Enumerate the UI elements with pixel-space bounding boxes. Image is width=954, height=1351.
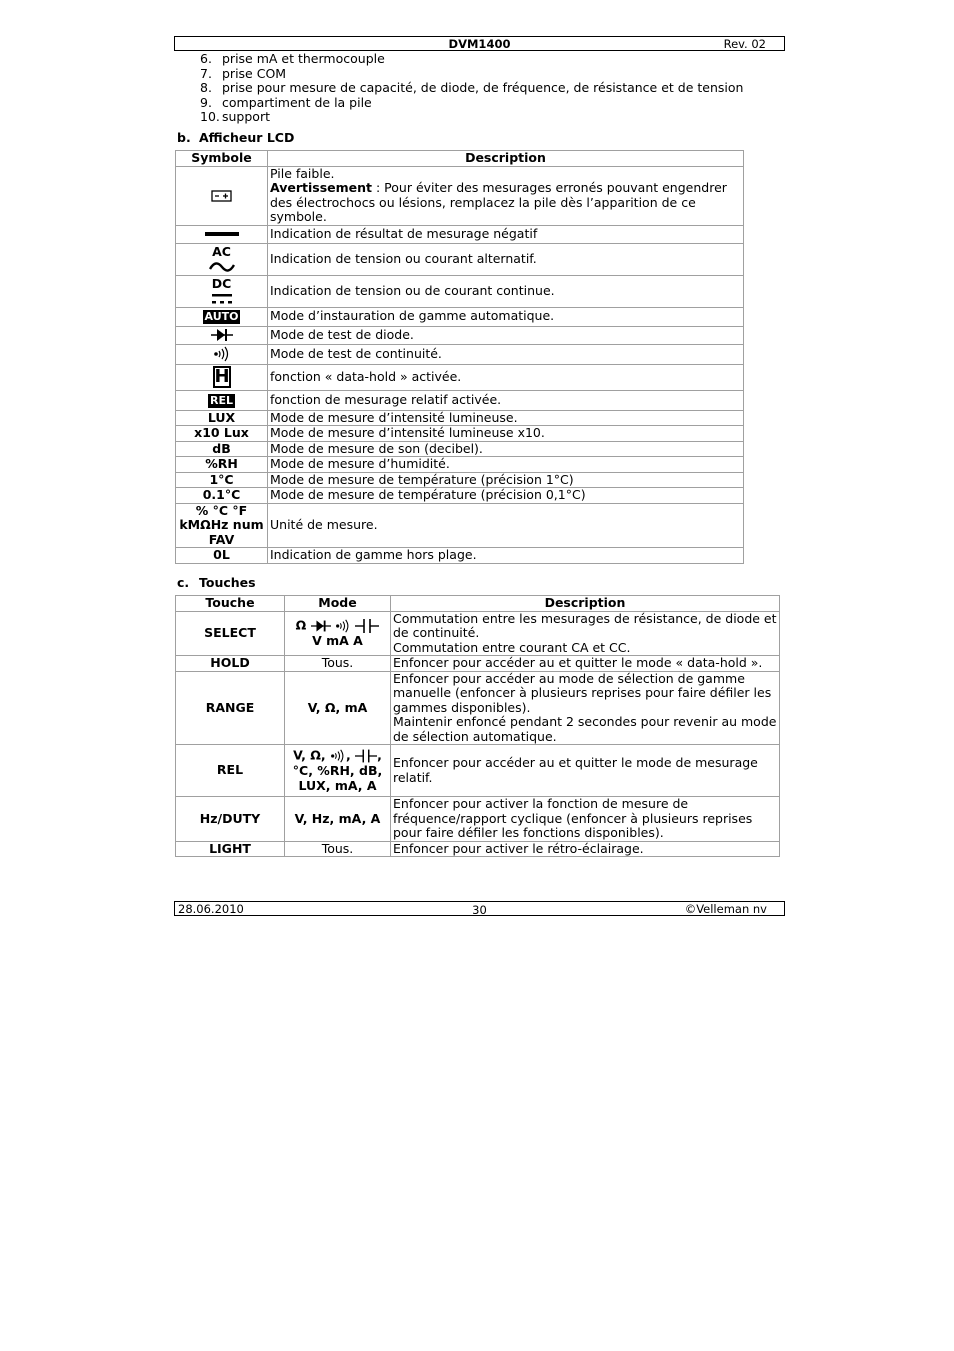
minus-bar-icon — [205, 230, 239, 238]
table-row: REL fonction de mesurage relatif activée. — [176, 390, 744, 410]
table-row: LIGHT Tous. Enfoncer pour activer le rétro-éclairage. — [176, 841, 780, 857]
table-row: Mode de test de continuité. — [176, 344, 744, 364]
table-row: DC Indication de tension ou de courant continue. — [176, 275, 744, 307]
table-row: Mode de test de diode. — [176, 326, 744, 344]
table-row: Pile faible. Avertissement : Pour éviter des mesurages erronés pouvant engendrer des électrochocs ou lésions, remplacez la pile dès l’apparition de ce symbole. — [176, 166, 744, 225]
section-heading-lcd: b. Afficheur LCD — [177, 130, 295, 145]
page-footer — [174, 901, 785, 916]
table-row: 1°C Mode de mesure de température (précision 1°C) — [176, 472, 744, 488]
dc-lines-icon — [211, 293, 233, 305]
diode-icon — [311, 619, 331, 633]
list-item: 9. compartiment de la pile — [200, 94, 372, 110]
table-header-row: Touche Mode Description — [176, 596, 780, 612]
ac-wave-icon — [209, 261, 235, 273]
list-item: 7. prise COM — [200, 65, 287, 81]
copyright: ©Velleman nv — [684, 902, 767, 916]
table-row: Hz/DUTY V, Hz, mA, A Enfoncer pour activer la fonction de mesure de fréquence/rapport cyclique (enfoncer à plusieurs reprises pour faire défiler les fonctions disponibles). — [176, 797, 780, 842]
continuity-icon — [330, 748, 346, 764]
table-row: 0.1°C Mode de mesure de température (précision 0,1°C) — [176, 488, 744, 504]
table-row: HOLD Tous. Enfoncer pour accéder au et quitter le mode « data-hold ». — [176, 656, 780, 672]
capacitor-icon — [355, 618, 379, 634]
rel-badge: REL — [210, 393, 233, 407]
table-row: % °C °F kMΩHz num FAV Unité de mesure. — [176, 503, 744, 548]
table-row: SELECT Ω V mA A Commutation entre les mesurages de résistance, de diode et de continuité. Commutation entre courant CA et CC. — [176, 611, 780, 656]
table-row: %RH Mode de mesure d’humidité. — [176, 457, 744, 473]
parts-list — [200, 52, 743, 125]
table-row: REL V, Ω, , , °C, %RH, dB, LUX, mA, A Enfoncer pour accéder au et quitter le mode de mesurage relatif. — [176, 745, 780, 797]
table-row: LUX Mode de mesure d’intensité lumineuse. — [176, 410, 744, 426]
footer-date: 28.06.2010 — [178, 902, 244, 916]
diode-icon — [211, 328, 233, 342]
continuity-icon — [335, 618, 351, 634]
list-item: 10. support — [200, 109, 270, 125]
table-row: dB Mode de mesure de son (decibel). — [176, 441, 744, 457]
continuity-icon — [213, 346, 231, 362]
page-header — [174, 36, 785, 51]
revision: Rev. 02 — [723, 37, 766, 51]
table-row: x10 Lux Mode de mesure d’intensité lumineuse x10. — [176, 426, 744, 442]
page-number: 30 — [472, 903, 487, 917]
lcd-symbol-table — [175, 150, 744, 564]
list-item: 6. prise mA et thermocouple — [200, 51, 385, 66]
table-row: AUTO Mode d’instauration de gamme automatique. — [176, 307, 744, 326]
table-row: RANGE V, Ω, mA Enfoncer pour accéder au mode de sélection de gamme manuelle (enfoncer à plusieurs reprises pour faire défiler les gammes disponibles). Maintenir enfoncé pendant 2 secondes pour revenir au mode de sélection automatique. — [176, 671, 780, 745]
table-row: 0L Indication de gamme hors plage. — [176, 548, 744, 564]
keys-table — [175, 595, 780, 857]
list-item: 8. prise pour mesure de capacité, de diode, de fréquence, de résistance et de tension — [200, 80, 744, 96]
table-header-row: Symbole Description — [176, 151, 744, 167]
table-row: H fonction « data-hold » activée. — [176, 364, 744, 390]
hold-symbol: H — [214, 366, 230, 387]
capacitor-icon — [355, 748, 377, 764]
table-row: Indication de résultat de mesurage négatif — [176, 225, 744, 243]
table-row: AC Indication de tension ou courant alternatif. — [176, 243, 744, 275]
auto-badge: AUTO — [204, 310, 239, 323]
model-name: DVM1400 — [448, 37, 511, 51]
battery-icon — [211, 190, 233, 202]
section-heading-keys: c. Touches — [177, 575, 256, 590]
